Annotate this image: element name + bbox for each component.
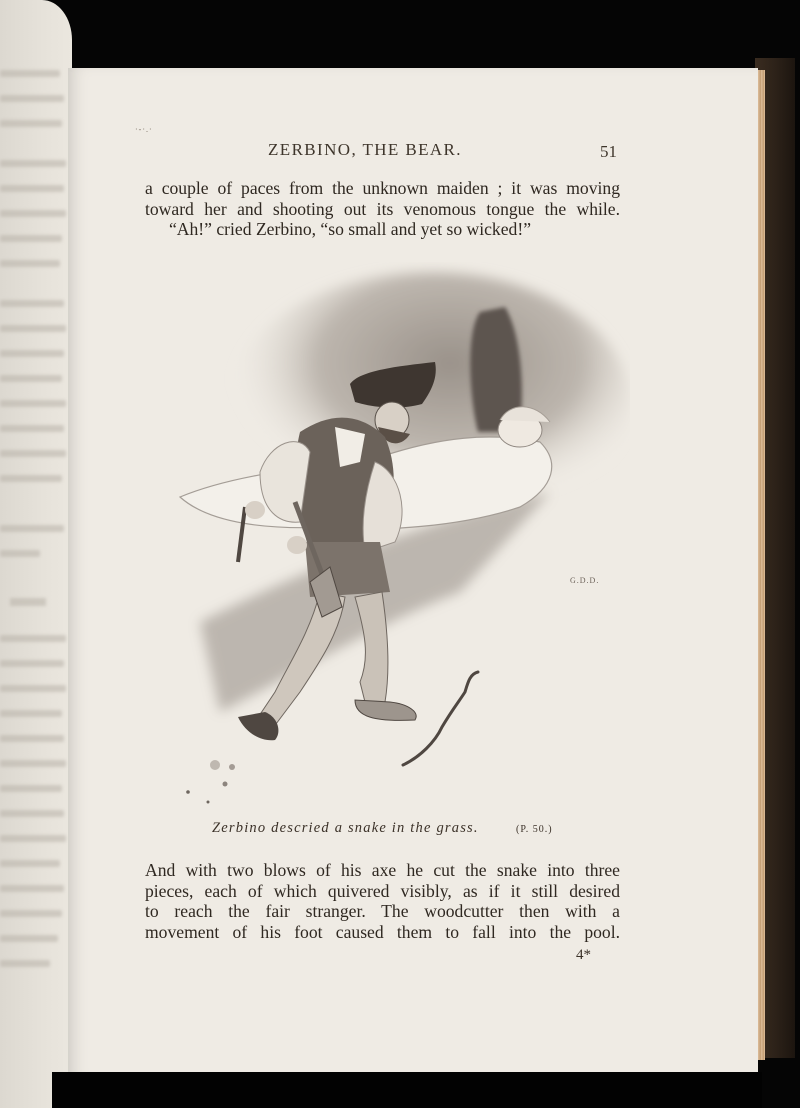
bottom-paragraph: [145, 860, 620, 942]
caption-page-reference: (P. 50.): [516, 824, 553, 835]
page-number: 51: [600, 142, 617, 161]
running-head: ZERBINO, THE BEAR.: [268, 140, 462, 159]
text-line: “Ah!” cried Zerbino, “so small and yet so wicked!”: [169, 219, 532, 239]
printer-signature-mark: 4*: [576, 947, 591, 963]
text-line: toward her and shooting out its venomous tongue the while.: [145, 198, 620, 219]
text-line: movement of his foot caused them to fall into the pool.: [145, 921, 620, 942]
paper-speck: ·-·.·: [135, 125, 153, 134]
bottom-shadow: [52, 1072, 762, 1108]
text-line: to reach the fair stranger. The woodcutter then with a: [145, 901, 620, 921]
illustration-caption: Zerbino descried a snake in the grass.: [212, 820, 479, 836]
artist-monogram: G.D.D.: [570, 576, 600, 585]
top-paragraph: [145, 178, 620, 240]
text-line: pieces, each of which quivered visibly, as if it still desired: [145, 880, 620, 901]
text-line: a couple of paces from the unknown maiden ; it was moving: [145, 178, 620, 198]
text-line: And with two blows of his axe he cut the snake into three: [145, 860, 620, 880]
woodcutter-illustration: [160, 262, 630, 812]
facing-left-page: [0, 0, 72, 1108]
